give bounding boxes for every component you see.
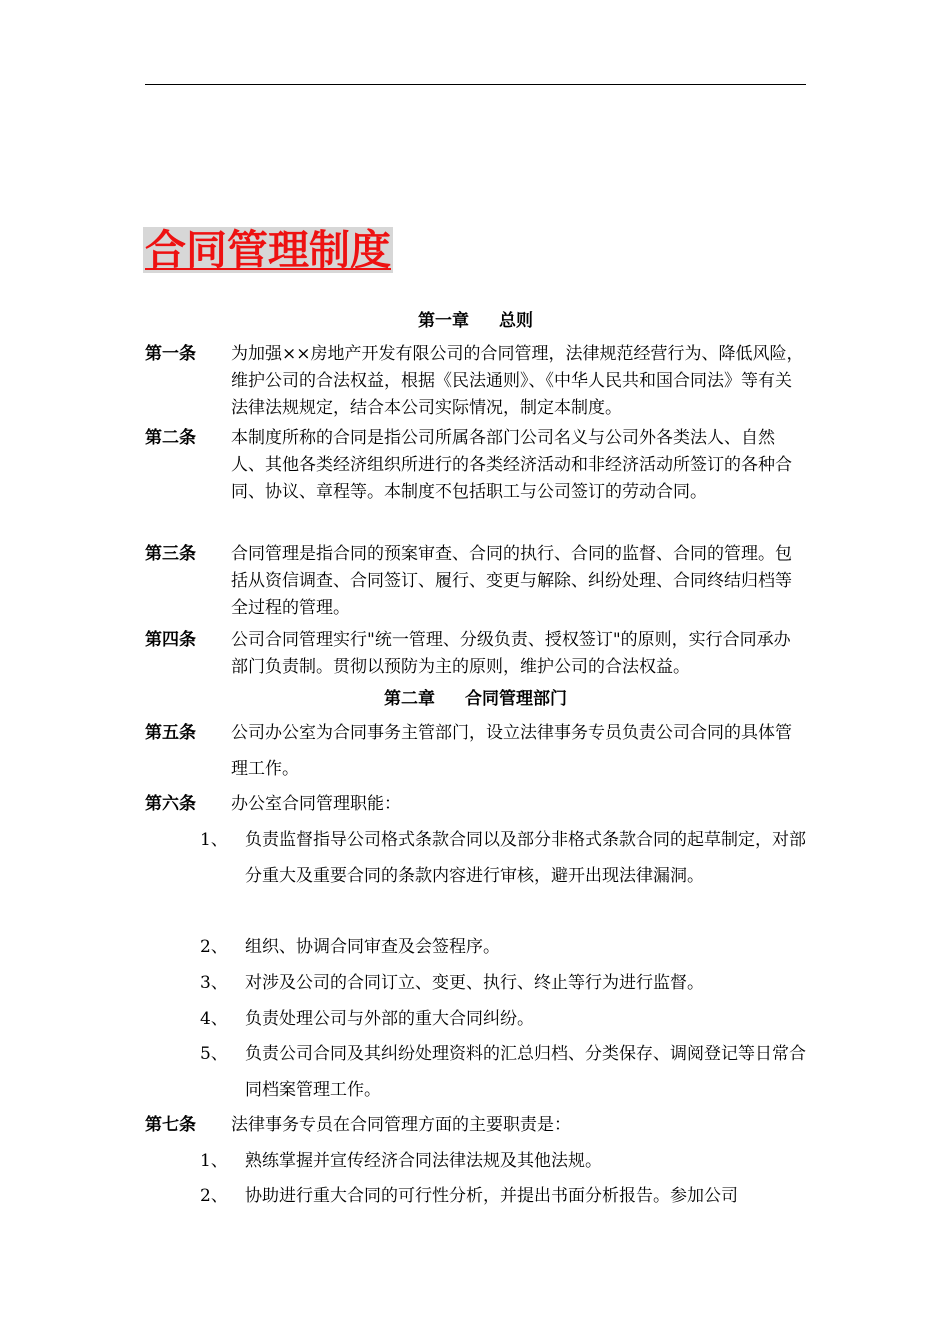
item-text: 组织、协调合同审查及会签程序。 [245,937,500,957]
item-number: 5、 [200,1044,228,1064]
article-5 [145,716,815,787]
chapter-heading-1 [145,309,806,333]
header-rule [145,84,806,85]
chapter-heading-2 [145,687,806,711]
article-text: 公司办公室为合同事务主管部门，设立法律事务专员负责公司合同的具体管理工作。 [231,723,792,779]
article-6-item-4 [200,1002,815,1038]
article-6-item-3 [200,966,815,1002]
article-6-item-5 [200,1037,815,1108]
item-text: 负责监督指导公司格式条款合同以及部分非格式条款合同的起草制定，对部分重大及重要合同的条款内容进行审核，避开出现法律漏洞。 [245,830,806,886]
article-label: 第五条 [145,723,196,743]
article-text: 公司合同管理实行"统一管理、分级负责、授权签订"的原则，实行合同承办部门负责制。贯彻以预防为主的原则，维护公司的合法权益。 [231,630,791,677]
article-4 [145,627,815,681]
article-text: 本制度所称的合同是指公司所属各部门公司名义与公司外各类法人、自然人、其他各类经济组织所进行的各类经济活动和非经济活动所签订的各种合同、协议、章程等。本制度不包括职工与公司签订的劳动合同。 [231,428,792,502]
article-2 [145,425,815,506]
chapter-label: 第一章 [418,311,469,331]
article-1 [145,341,815,422]
article-label: 第二条 [145,428,196,448]
article-label: 第三条 [145,544,196,564]
article-7-item-1 [200,1144,815,1180]
chapter-name: 合同管理部门 [465,689,567,709]
item-text: 协助进行重大合同的可行性分析，并提出书面分析报告。参加公司 [245,1186,738,1206]
item-number: 1、 [200,830,228,850]
item-text: 负责公司合同及其纠纷处理资料的汇总归档、分类保存、调阅登记等日常合同档案管理工作。 [245,1044,806,1100]
article-6-item-1 [200,823,815,894]
item-number: 4、 [200,1009,228,1029]
article-label: 第七条 [145,1115,196,1135]
item-number: 2、 [200,1186,228,1206]
article-6 [145,787,815,823]
item-number: 3、 [200,973,228,993]
article-6-item-2 [200,930,815,966]
article-text: 法律事务专员在合同管理方面的主要职责是： [231,1115,571,1135]
chapter-name: 总则 [499,311,533,331]
article-7-item-2 [200,1179,815,1215]
article-7 [145,1108,815,1144]
item-text: 负责处理公司与外部的重大合同纠纷。 [245,1009,534,1029]
article-text: 合同管理是指合同的预案审查、合同的执行、合同的监督、合同的管理。包括从资信调查、合同签订、履行、变更与解除、纠纷处理、合同终结归档等全过程的管理。 [231,544,792,618]
document-title: 合同管理制度 [145,226,391,274]
article-text: 为加强××房地产开发有限公司的合同管理，法律规范经营行为、降低风险，维护公司的合法权益，根据《民法通则》、《中华人民共和国合同法》等有关法律法规规定，结合本公司实际情况，制定本制度。 [231,344,804,418]
item-text: 对涉及公司的合同订立、变更、执行、终止等行为进行监督。 [245,973,704,993]
article-text: 办公室合同管理职能： [231,794,401,814]
item-number: 2、 [200,937,228,957]
article-label: 第六条 [145,794,196,814]
item-text: 熟练掌握并宣传经济合同法律法规及其他法规。 [245,1151,602,1171]
article-3 [145,541,815,622]
item-number: 1、 [200,1151,228,1171]
article-label: 第一条 [145,344,196,364]
chapter-label: 第二章 [384,689,435,709]
article-label: 第四条 [145,630,196,650]
